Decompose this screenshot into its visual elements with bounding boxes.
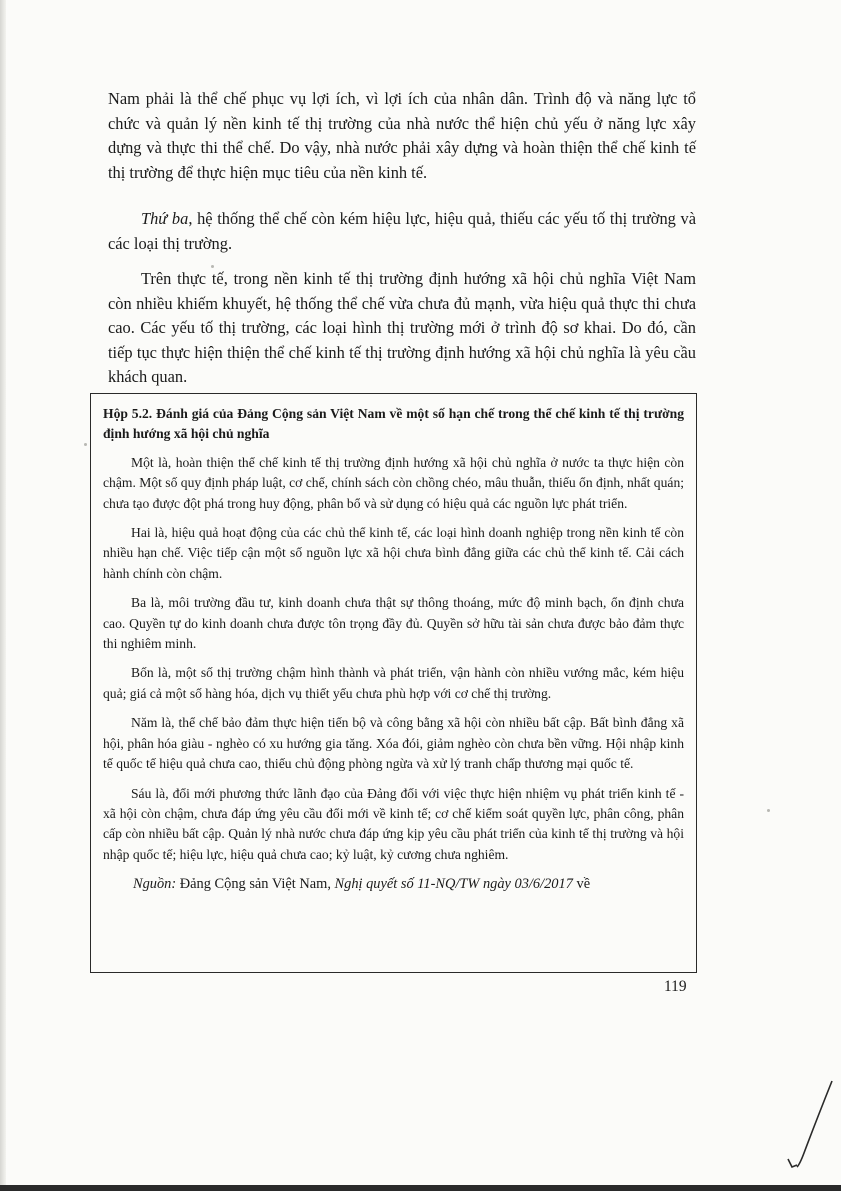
source-tail: về — [572, 876, 591, 893]
page-number: 119 — [664, 978, 687, 995]
paragraph-3-text: Trên thực tế, trong nền kinh tế thị trường định hướng xã hội chủ nghĩa Việt Nam còn nhiều khiếm khuyết, hệ thống thể chế vừa chưa đủ mạnh, vừa hiệu quả thực thi chưa cao. Các yếu tố thị trường, các loại hình thị trường mới ở trình độ sơ khai. Do đó, cần tiếp tục thực hiện thiện thể chế kinh tế thị trường định hướng xã hội chủ nghĩa là yêu cầu khách quan. — [108, 269, 696, 387]
box-item-4: Bốn là, một số thị trường chậm hình thành và phát triển, vận hành còn nhiều vướng mắc, kém hiệu quả; giá cả một số hàng hóa, dịch vụ thiết yếu chưa phù hợp với cơ chế thị trường. — [103, 665, 684, 701]
source-document: Nghị quyết số 11-NQ/TW ngày 03/6/2017 — [334, 876, 573, 893]
paragraph-1 — [108, 87, 696, 185]
box-item-1: Một là, hoàn thiện thể chế kinh tế thị trường định hướng xã hội chủ nghĩa ở nước ta thực hiện còn chậm. Một số quy định pháp luật, cơ chế, chính sách còn chồng chéo, mâu thuẫn, thiếu ổn định, nhất quán; chưa tạo được đột phá trong huy động, phân bổ và sử dụng có hiệu quả các nguồn lực phát triển. — [103, 454, 685, 511]
paragraph-2-text — [108, 207, 696, 256]
pen-mark-icon — [780, 1075, 840, 1175]
info-box-5-2 — [90, 393, 697, 973]
paragraph-1-text: Nam phải là thể chế phục vụ lợi ích, vì lợi ích của nhân dân. Trình độ và năng lực tổ chức và quản lý nền kinh tế thị trường của nhà nước thể hiện chủ yếu ở năng lực xây dựng và thực thi thể chế. Do vậy, nhà nước phải xây dựng và hoàn thiện thể chế kinh tế thị trường để thực hiện mục tiêu của nền kinh tế. — [108, 89, 696, 182]
box-item-6: Sáu là, đổi mới phương thức lãnh đạo của Đảng đối với việc thực hiện nhiệm vụ phát triển kinh tế - xã hội còn chậm, chưa đáp ứng yêu cầu đổi mới về kinh tế; cơ chế kiểm soát quyền lực, phân công, phân cấp còn nhiều bất cập. Quản lý nhà nước chưa đáp ứng kịp yêu cầu phát triển của kinh tế thị trường và hội nhập quốc tế; hiệu lực, hiệu quả chưa cao; kỷ luật, kỷ cương chưa nghiêm. — [103, 785, 684, 862]
scan-bottom-edge — [0, 1185, 841, 1191]
scan-speck — [767, 809, 770, 812]
paragraph-2 — [108, 207, 696, 256]
box-item-5: Năm là, thể chế bảo đảm thực hiện tiến bộ và công bằng xã hội còn nhiều bất cập. Bất bình đẳng xã hội, phân hóa giàu - nghèo có xu hướng gia tăng. Xóa đói, giảm nghèo còn chưa bền vững. Hội nhập kinh tế quốc tế hiệu quả chưa cao, thiếu chủ động phòng ngừa và xử lý tranh chấp thương mại quốc tế. — [103, 715, 684, 772]
source-label: Nguồn: — [133, 876, 177, 893]
scan-speck — [211, 265, 214, 268]
scan-speck — [84, 443, 87, 446]
paragraph-2-lead: Thứ ba — [141, 209, 189, 228]
paragraph-2-rest: , hệ thống thể chế còn kém hiệu lực, hiệu quả, thiếu các yếu tố thị trường và các loại thị trường. — [108, 209, 696, 253]
box-item-2: Hai là, hiệu quả hoạt động của các chủ thể kinh tế, các loại hình doanh nghiệp trong nền kinh tế còn nhiều hạn chế. Việc tiếp cận một số nguồn lực xã hội chưa bình đẳng giữa các chủ thể kinh tế. Cải cách hành chính còn chậm. — [103, 525, 684, 581]
scan-left-edge — [0, 0, 6, 1191]
box-source — [103, 874, 684, 894]
box-title: Hộp 5.2. Đánh giá của Đảng Cộng sản Việt Nam về một số hạn chế trong thể chế kinh tế thị trường định hướng xã hội chủ nghĩa — [103, 406, 684, 442]
paragraph-3 — [108, 267, 696, 390]
source-org: Đảng Cộng sản Việt Nam, — [176, 876, 335, 893]
box-item-3: Ba là, môi trường đầu tư, kinh doanh chưa thật sự thông thoáng, mức độ minh bạch, ổn định chưa cao. Quyền tự do kinh doanh chưa được tôn trọng đầy đủ. Quyền sở hữu tài sản chưa được bảo đảm thực thi nghiêm minh. — [103, 595, 684, 652]
